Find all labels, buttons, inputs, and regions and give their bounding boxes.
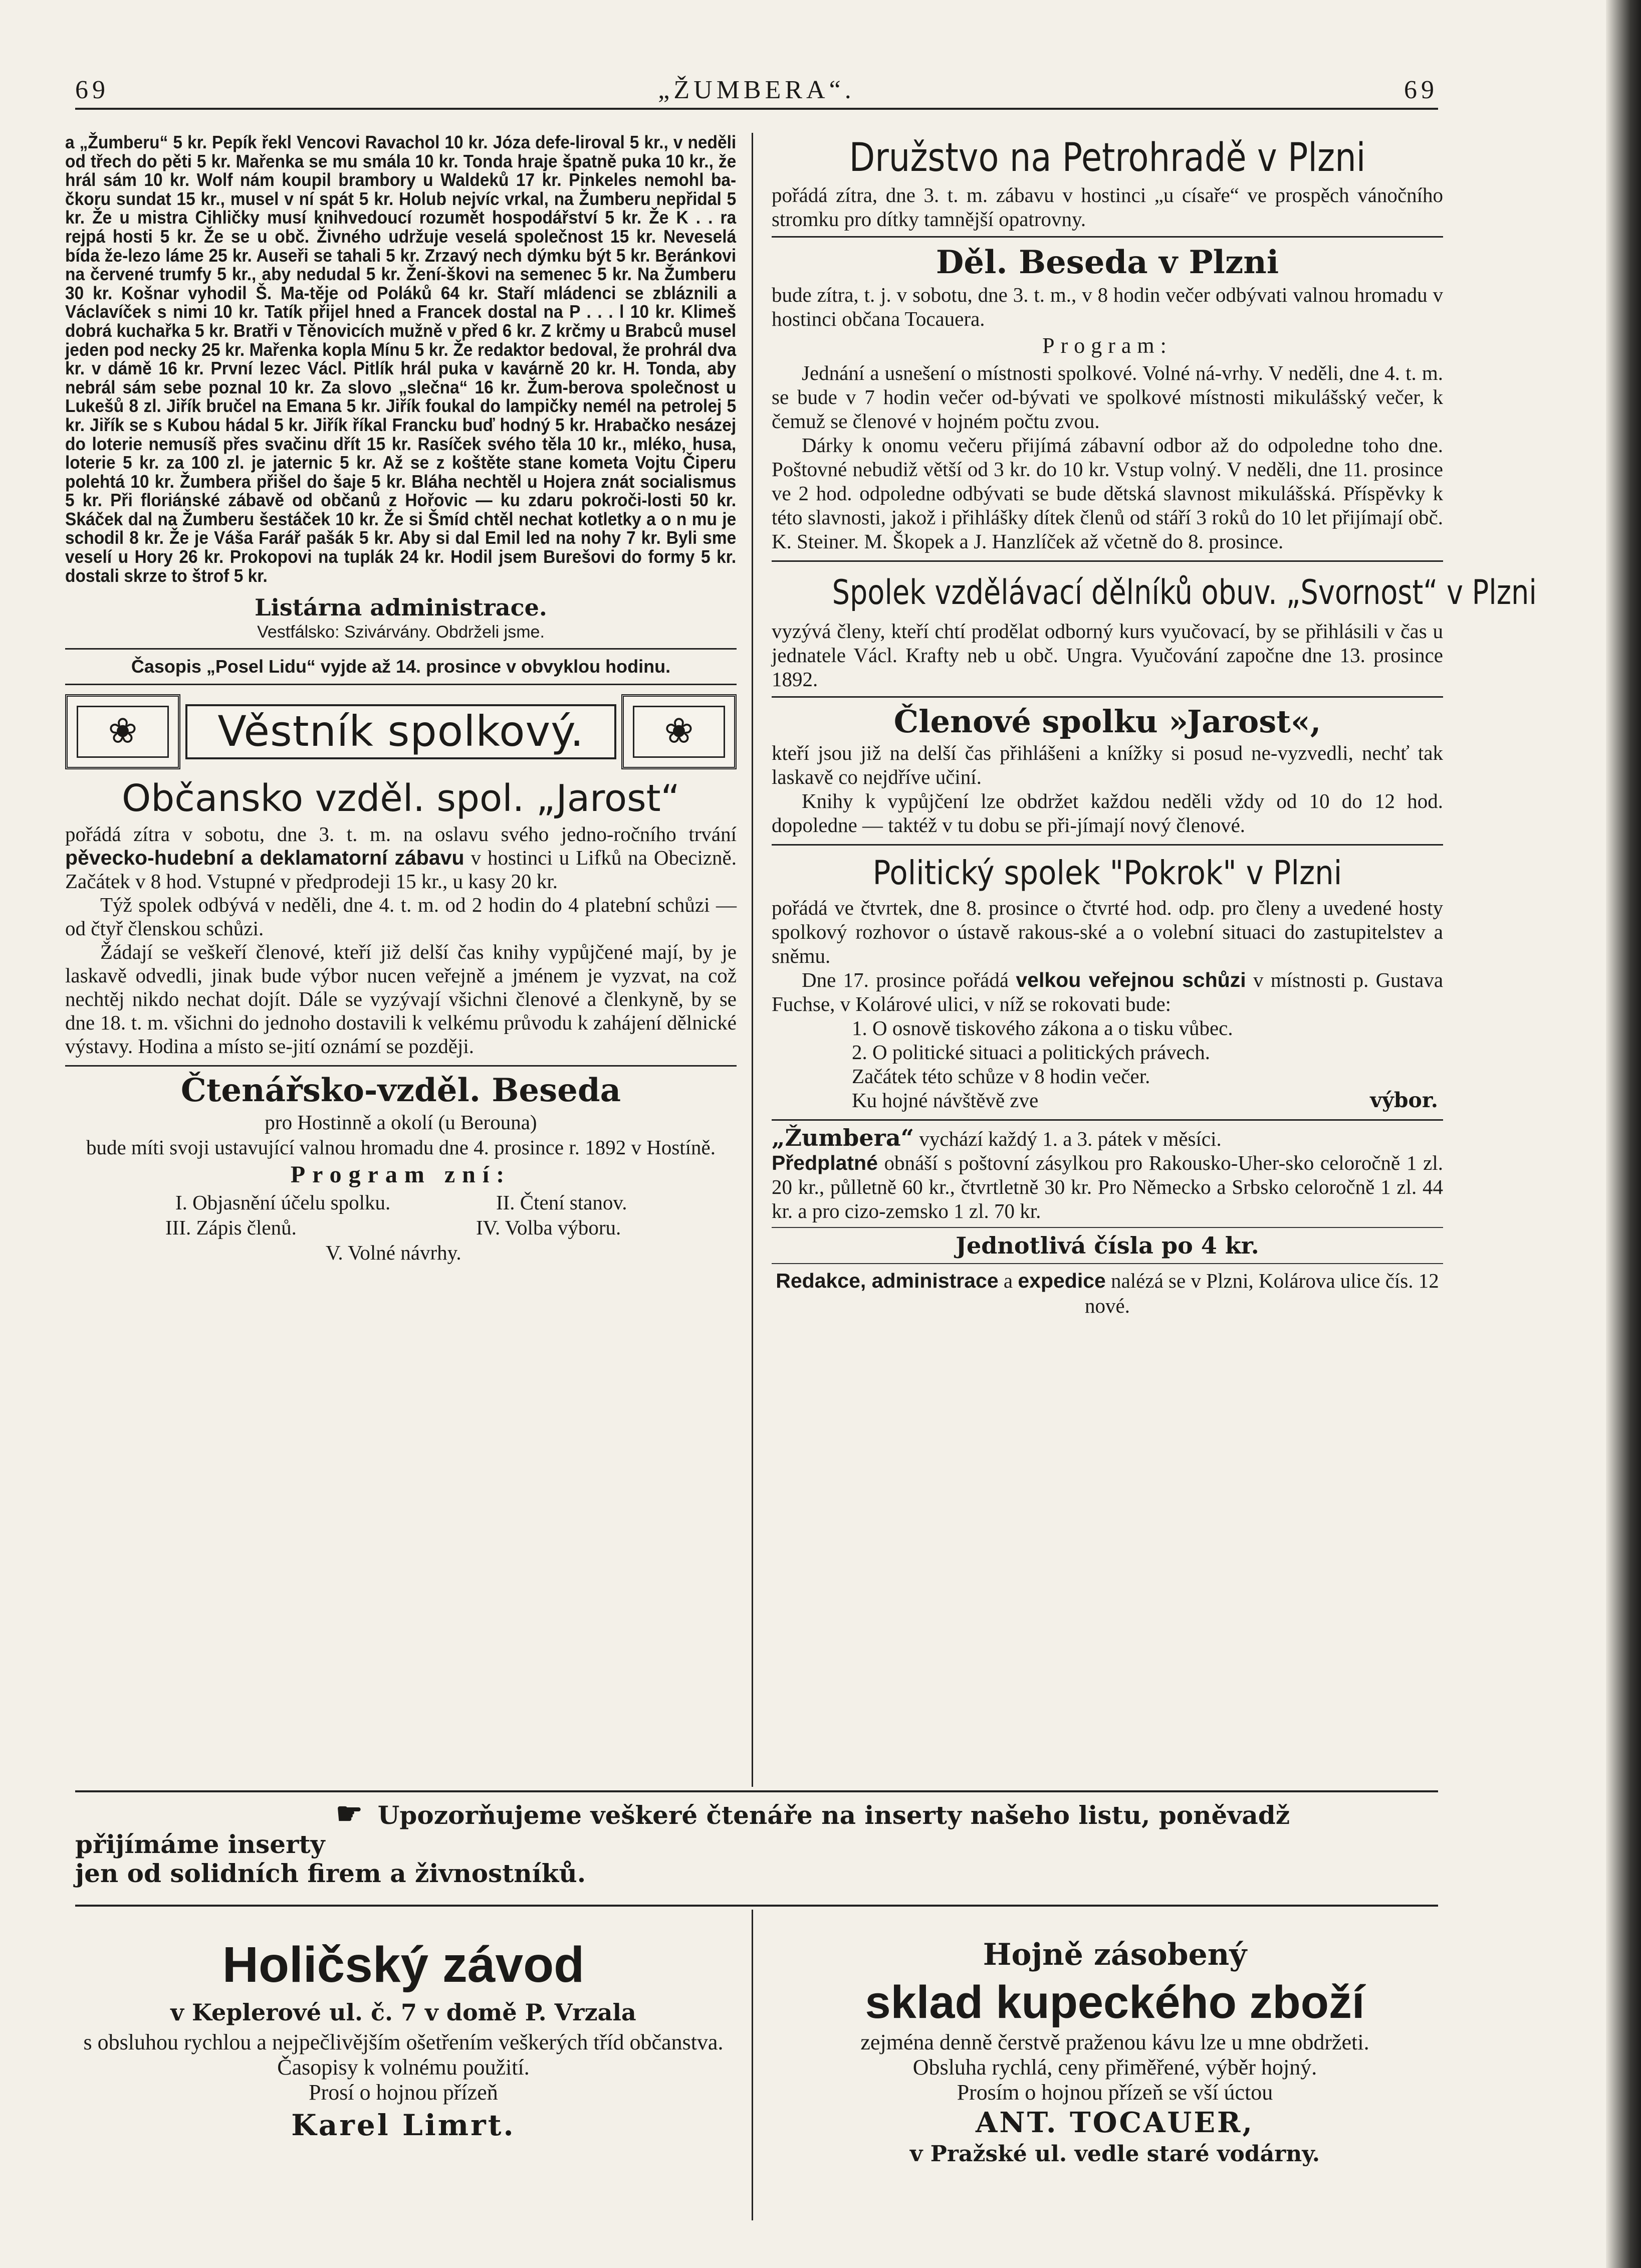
- pokrok-item-1: 1. O osnově tiskového zákona a o tisku vůbec.: [852, 1016, 1233, 1040]
- program-item: IV. Volba výboru.: [476, 1216, 621, 1240]
- pokrok-text-2: [772, 968, 1443, 1016]
- redakce-label: Redakce, administrace: [776, 1269, 999, 1292]
- jarost-schuzi: Týž spolek odbývá v neděli, dne 4. t. m. od 2 hodin do 4 platební schůzi — od čtyř členskou schůzi.: [65, 893, 737, 940]
- casopis-notice: Časopis „Posel Lidu“ vyjde až 14. prosince v obvyklou hodinu.: [131, 656, 671, 677]
- vestnik-banner: [65, 694, 737, 769]
- ads-divider: [752, 1910, 753, 2220]
- jednotliva-cisla: Jednotlivá čísla po 4 kr.: [956, 1232, 1259, 1259]
- sklad-title: sklad kupeckého zboží: [865, 1977, 1365, 2028]
- jarost-announcement: [65, 822, 737, 893]
- sklad-coffee: zejména denně čerstvě praženou kávu lze u mne obdržeti.: [860, 2030, 1369, 2054]
- sklad-subtitle: Hojně zásobený: [983, 1937, 1247, 1972]
- jarost-text-b: pěvecko-hudební a deklamatorní zábavu: [65, 846, 464, 870]
- redakce-address: nalézá se v Plzni, Kolárova ulice čís. 12 nové.: [1085, 1269, 1439, 1317]
- beseda-program-1: Jednání a usnešení o místnosti spolkové. Volné ná-vrhy. V neděli, dne 4. t. m. se bude v 7 hodin večer od-bývati ve spolkové místnosti mikulášský večer, k čemuž se členové v hojném počtu zvou.: [772, 361, 1443, 433]
- zumbera-name: „Žumbera“: [772, 1124, 914, 1151]
- holicsky-service: s obsluhou rychlou a nejpečlivějším ošetřením veškerých tříd občanstva.: [83, 2030, 724, 2054]
- clenove-title: Členové spolku »Jarost«,: [893, 703, 1321, 740]
- pokrok-text-2c: v místnosti p. Gustava Fuchse, v Kolárové ulici, v níž se rokovati bude:: [772, 968, 1444, 1015]
- predplatne-text: obnáší s poštovní zásylkou pro Rakousko-Uher-sko celoročně 1 zl. 20 kr., půlletně 60 kr., čtvrtletně 30 kr. Pro Německo a Srbsko celoročně 1 zl. 44 kr. a pro cizo-zemsko 1 zl. 70 kr.: [772, 1151, 1443, 1222]
- page-header: [75, 70, 1438, 110]
- program-list: [65, 1190, 737, 1265]
- pointing-hand-icon: ☛: [336, 1796, 363, 1831]
- pokrok-item-2: 2. O politické situaci a politických právech.: [852, 1041, 1210, 1064]
- beseda-program-title: Program:: [1042, 333, 1173, 358]
- sklad-service: Obsluha rychlá, ceny přiměřené, výběr hojný.: [912, 2055, 1317, 2080]
- beseda-program-2: Dárky k onomu večeru přijímá zábavní odbor až do odpoledne toho dne. Poštovné nebudiž větší od 3 kr. do 10 kr. Vstup volný. V neděli, dne 11. prosince ve 2 hod. odpoledne odbývati se bude dětská slavnost mikulášská. Příspěvky k této slavnosti, jakož i přihlášky dítek členů od stáří 3 roků do 10 let přijímají obč. K. Steiner. M. Škopek a J. Hanzlíček až včetně do 8. prosince.: [772, 434, 1443, 553]
- rose-ornament-icon: ❀: [65, 694, 180, 769]
- beseda-text: bude zítra, t. j. v sobotu, dne 3. t. m., v 8 hodin večer odbývati valnou hromadu v hostinci občana Tocauera.: [772, 283, 1443, 330]
- page-number-right: 69: [1404, 76, 1438, 104]
- pokrok-text-2b: velkou veřejnou schůzi: [1016, 968, 1246, 991]
- jarost-text-a: pořádá zítra v sobotu, dne 3. t. m. na oslavu svého jedno-ročního trvání: [65, 822, 737, 846]
- predplatne-label: Předplatné: [772, 1151, 878, 1174]
- sklad-ad: [782, 1935, 1448, 2168]
- holicsky-title: Holičský závod: [222, 1937, 585, 1993]
- clenove-text-1: kteří jsou již na delší čas přihlášeni a knížky si posud ne-vyzvedli, nechť tak laskavě co nejdříve učiní.: [772, 741, 1443, 788]
- program-item: II. Čtení stanov.: [496, 1191, 627, 1214]
- insert-notice-banner: [75, 1796, 1438, 1888]
- pokrok-item-3: Začátek této schůze v 8 hodin večer.: [852, 1065, 1150, 1088]
- header-rule: [75, 108, 1438, 110]
- page-edge-shadow: [1606, 0, 1641, 2268]
- ctenarsko-text: bude míti svoji ustavující valnou hromadu dne 4. prosince r. 1892 v Hostíně.: [86, 1136, 716, 1159]
- program-item: V. Volné návrhy.: [326, 1241, 461, 1265]
- pokrok-title: Politický spolek "Pokrok" v Plzni: [872, 854, 1342, 892]
- holicsky-address: v Keplerové ul. č. 7 v domě P. Vrzala: [170, 1999, 636, 2026]
- zumbera-schedule: vychází každý 1. a 3. pátek v měsíci.: [919, 1127, 1222, 1150]
- jarost-text-c: v hostinci u Lifků na Obecizně. Začátek v 8 hod. Vstupné v předprodeji 15 kr., u kasy 20 kr.: [65, 846, 737, 893]
- holicsky-signature: Karel Limrt.: [291, 2108, 516, 2142]
- rose-ornament-icon: ❀: [621, 694, 737, 769]
- svornost-title: Spolek vzdělávací dělníků obuv. „Svornost“ v Plzni: [832, 573, 1537, 612]
- sklad-address: v Pražské ul. vedle staré vodárny.: [909, 2141, 1320, 2167]
- jarost-title: Občansko vzděl. spol. „Jarost“: [121, 777, 680, 820]
- program-item: I. Objasnění účelu spolku.: [175, 1191, 391, 1214]
- program-item: III. Zápis členů.: [165, 1216, 297, 1240]
- pokrok-text-1: pořádá ve čtvrtek, dne 8. prosince o čtvrté hod. odp. pro členy a uvedené hosty spolkový rozhovor o ústavě rakous-ské a o volební situaci do zastupitelstev a sněmu.: [772, 896, 1443, 967]
- jarost-clenove: Žádají se veškeří členové, kteří již delší čas knihy vypůjčené mají, by je laskavě odvedli, jinak bude výbor nucen veřejně a jménem je vyzvat, na což nechtěj nikdo nechat dojít. Dále se vyzývají všichni členové a členkyně, by se dne 18. t. m. všichni do jednoho dostavili k velkému průvodu k zahájení dělnické výstavy. Hodina a místo se-jití oznámí se později.: [65, 940, 737, 1058]
- pokrok-closing: [772, 1088, 1443, 1112]
- redakce-and: a: [1003, 1269, 1013, 1292]
- column-divider: [752, 133, 753, 1787]
- redakce-notice: [772, 1268, 1443, 1318]
- ads-rule: [75, 1905, 1438, 1907]
- page-number-left: 69: [75, 76, 109, 104]
- section-rule: [75, 1790, 1438, 1792]
- banner-text-a: Upozorňujeme veškeré čtenáře na inserty našeho listu, poněvadž přijímáme inserty: [75, 1800, 1290, 1859]
- banner-text-b: jen od solidních firem a živnostníků.: [75, 1859, 586, 1888]
- pokrok-signature: výbor.: [1370, 1088, 1438, 1112]
- druzstvo-title: Družstvo na Petrohradě v Plzni: [849, 135, 1366, 180]
- sklad-signature: ANT. TOCAUER,: [975, 2106, 1255, 2139]
- ctenarsko-sub: pro Hostinně a okolí (u Berouna): [265, 1111, 537, 1134]
- beseda-title: Děl. Beseda v Plzni: [935, 244, 1279, 281]
- vestnik-title: Věstník spolkový.: [185, 704, 616, 759]
- sklad-request: Prosím o hojnou přízeň se vší úctou: [957, 2080, 1273, 2105]
- expedice-label: expedice: [1018, 1269, 1106, 1292]
- holicsky-request: Prosí o hojnou přízeň: [309, 2080, 498, 2105]
- predplatne-notice: [772, 1151, 1443, 1223]
- ctenarsko-title: Čtenářsko-vzděl. Beseda: [180, 1072, 621, 1110]
- holicsky-ad: [70, 1935, 737, 2145]
- program-title: Program zní:: [290, 1161, 512, 1188]
- listarna-text: Vestfálsko: Szivárvány. Obdrželi jsme.: [257, 623, 545, 642]
- svornost-text: vyzývá členy, kteří chtí prodělat odborný kurs vyučovací, by se přihlásili v čas u jednatele Václ. Krafty neb u obč. Ungra. Vyučování započne dne 13. prosince 1892.: [772, 620, 1443, 691]
- pokrok-text-2a: Dne 17. prosince pořádá: [802, 968, 1009, 991]
- listarna-title: Listárna administrace.: [255, 594, 547, 622]
- pokrok-close-text: Ku hojné návštěvě zve: [852, 1089, 1039, 1112]
- zumbera-notice: [772, 1126, 1443, 1151]
- newspaper-title: „ŽUMBERA“.: [658, 76, 855, 104]
- druzstvo-text: pořádá zítra, dne 3. t. m. zábavu v hostinci „u císaře“ ve prospěch vánočního stromku pro dítky tamnější opatrovny.: [772, 183, 1443, 231]
- clenove-text-2: Knihy k vypůjčení lze obdržet každou neděli vždy od 10 do 12 hod. dopoledne — taktéž v tu dobu se při-jímají nový členové.: [772, 789, 1443, 837]
- donations-paragraph: a „Žumberu“ 5 kr. Pepík řekl Vencovi Ravachol 10 kr. Józa defe-liroval 5 kr., v neděli od třech do pěti 5 kr. Mařenka se mu smála 10 kr. Tonda hraje špatně puka 10 kr., že hrál sám 10 kr. Wolf nám koupil brambory u Waldeků 17 kr. Pinkeles nemohl ba-čkoru sundat 15 kr., musel v ní spát 5 kr. Holub nejvíc vrkal, na Žumberu nepřidal 5 kr. Že u mistra Cihličky musí knihvedoucí rozumět hospodářství 5 kr. Že K . . ra rejpá hosti 5 kr. Že se u obč. Živného udržuje veselá společnost 15 kr. Neveselá bída že-lezo láme 25 kr. Auseři se tahali 5 kr. Zrzavý nech dýmku být 5 kr. Beránkovi na červené trumfy 5 kr., aby nedudal 5 kr. Žení-škovi na semenec 5 kr. Na Žumberu 30 kr. Košnar vyhodil Š. Ma-těje od Poláků 64 kr. Staří mládenci se zbláznili a Václavíček s nimi 10 kr. Tatík přijel hned a Francek dostal na P . . . l 10 kr. Klimeš dobrá kuchařka 5 kr. Bratři v Těnovicích mužně v před 6 kr. Z krčmy u Brabců musel jeden pod necky 25 kr. Mařenka kopla Mínu 5 kr. Že redaktor bedoval, že prohrál dva kr. v dámě 16 kr. První lezec Václ. Pitlík hrál puka v kavárně 20 kr. H. Tonda, aby nebrál sám sebe poznal 10 kr. Za slovo „slečna“ 16 kr. Žum-berova společnost u Lukešů 8 zl. Jiřík bručel na Emana 5 kr. Jiřík foukal do lampičky nemél na petrolej 5 kr. Jiřík se s Kubou hádal 5 kr. Jiřík říkal Francku buď hodný 5 kr. Hrabačko nesázej do loterie nemusíš přes svačinu dřít 15 kr. Rasíček svého těla 10 kr., mléko, husa, loterie 5 kr. za 100 zl. je jaternic 5 kr. Až se z koštěte stane kometa Vojtu Čiperu polehtá 10 kr. Žumbera přišel do šaje 5 kr. Bláha nechtěl u Hojera znát socialismus 5 kr. Při floriánské zábavě od občanů z Hořovic — ku zdaru pokroči-losti 50 kr. Skáček dal na Žumberu šestáček 10 kr. Že si Šmíd chtěl nechat kotletky a o n mu je schodil 8 kr. Že je Váša Farář pašák 5 kr. Aby si dal Emil led na nohy 7 kr. Byli sme veselí u Hory 26 kr. Prokopovi na tuplák 24 kr. Hodil jsem Burešovi do formy 5 kr. dostali skrze to štrof 5 kr.: [65, 132, 737, 586]
- left-column: [65, 133, 737, 1265]
- right-column: [772, 133, 1537, 1318]
- holicsky-newspapers: Časopisy k volnému použití.: [277, 2055, 530, 2080]
